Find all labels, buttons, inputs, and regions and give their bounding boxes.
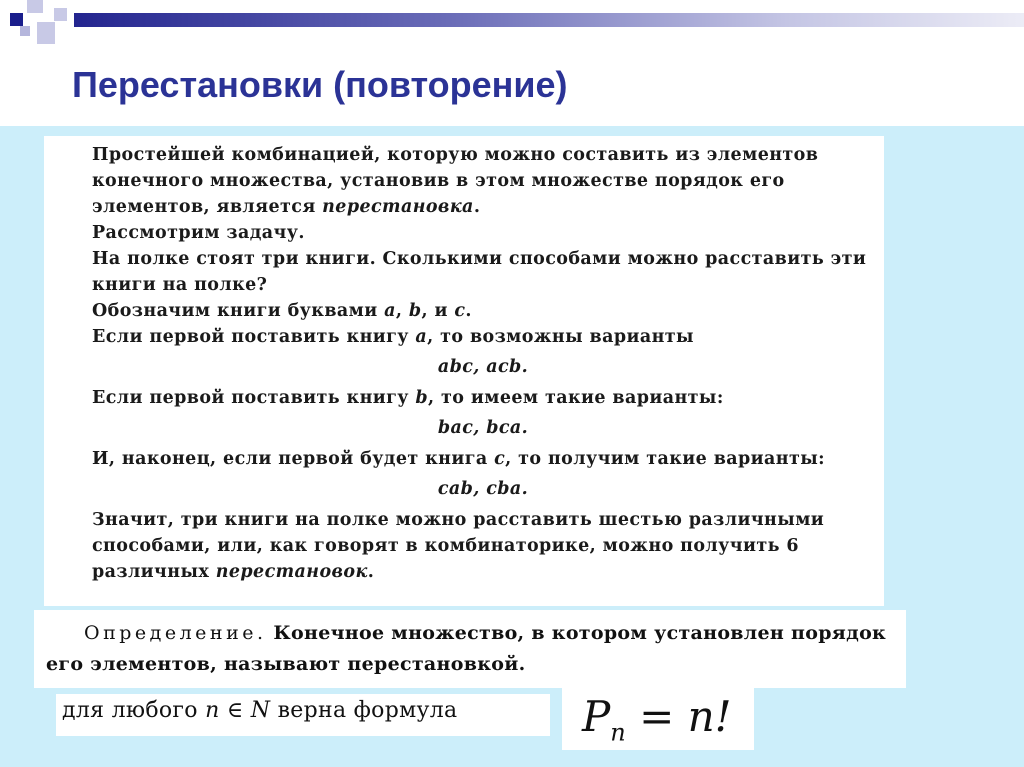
decor-square	[27, 0, 43, 13]
title-bar-decoration	[74, 13, 1024, 27]
decor-square	[54, 8, 67, 21]
paragraph-definition-intro: Простейшей комбинацией, которую можно составить из элементов конечного множества, установив в этом множестве порядок его элементов, является перестановка.	[92, 145, 819, 217]
variants-c: cab, cba.	[437, 479, 529, 499]
definition-label: Определение.	[84, 622, 267, 644]
paragraph-case-b: Если первой поставить книгу b, то имеем такие варианты:	[92, 388, 724, 408]
paragraph-case-c: И, наконец, если первой будет книга c, то получим такие варианты:	[92, 449, 826, 469]
term-permutation: перестановка	[322, 197, 474, 217]
variants-a: abc, acb.	[437, 357, 529, 377]
textbook-excerpt	[44, 136, 884, 606]
variants-b: bac, bca.	[437, 418, 529, 438]
formula-statement: для любого n ∈ N верна формула	[56, 694, 550, 736]
definition-text: Конечное множество, в котором установлен порядок его элементов, называют перестановкой.	[46, 622, 887, 675]
definition-box	[34, 610, 906, 688]
decor-square	[10, 13, 23, 26]
paragraph-notation: Обозначим книги буквами a, b, и c.	[92, 301, 472, 321]
paragraph-case-a: Если первой поставить книгу a, то возможны варианты	[92, 327, 694, 347]
permutation-formula: $P_n = n$!	[562, 686, 754, 750]
decor-square	[37, 22, 55, 44]
decor-square	[20, 26, 30, 36]
term-permutations: перестановок	[215, 562, 368, 582]
page-title: Перестановки (повторение)	[72, 64, 568, 105]
paragraph-task: На полке стоят три книги. Сколькими способами можно расставить эти книги на полке?	[92, 249, 867, 295]
paragraph-conclusion: Значит, три книги на полке можно расставить шестью различными способами, или, как говорят в комбинаторике, можно получить 6 различных перестановок.	[92, 510, 825, 582]
paragraph-task-intro: Рассмотрим задачу.	[92, 223, 305, 243]
